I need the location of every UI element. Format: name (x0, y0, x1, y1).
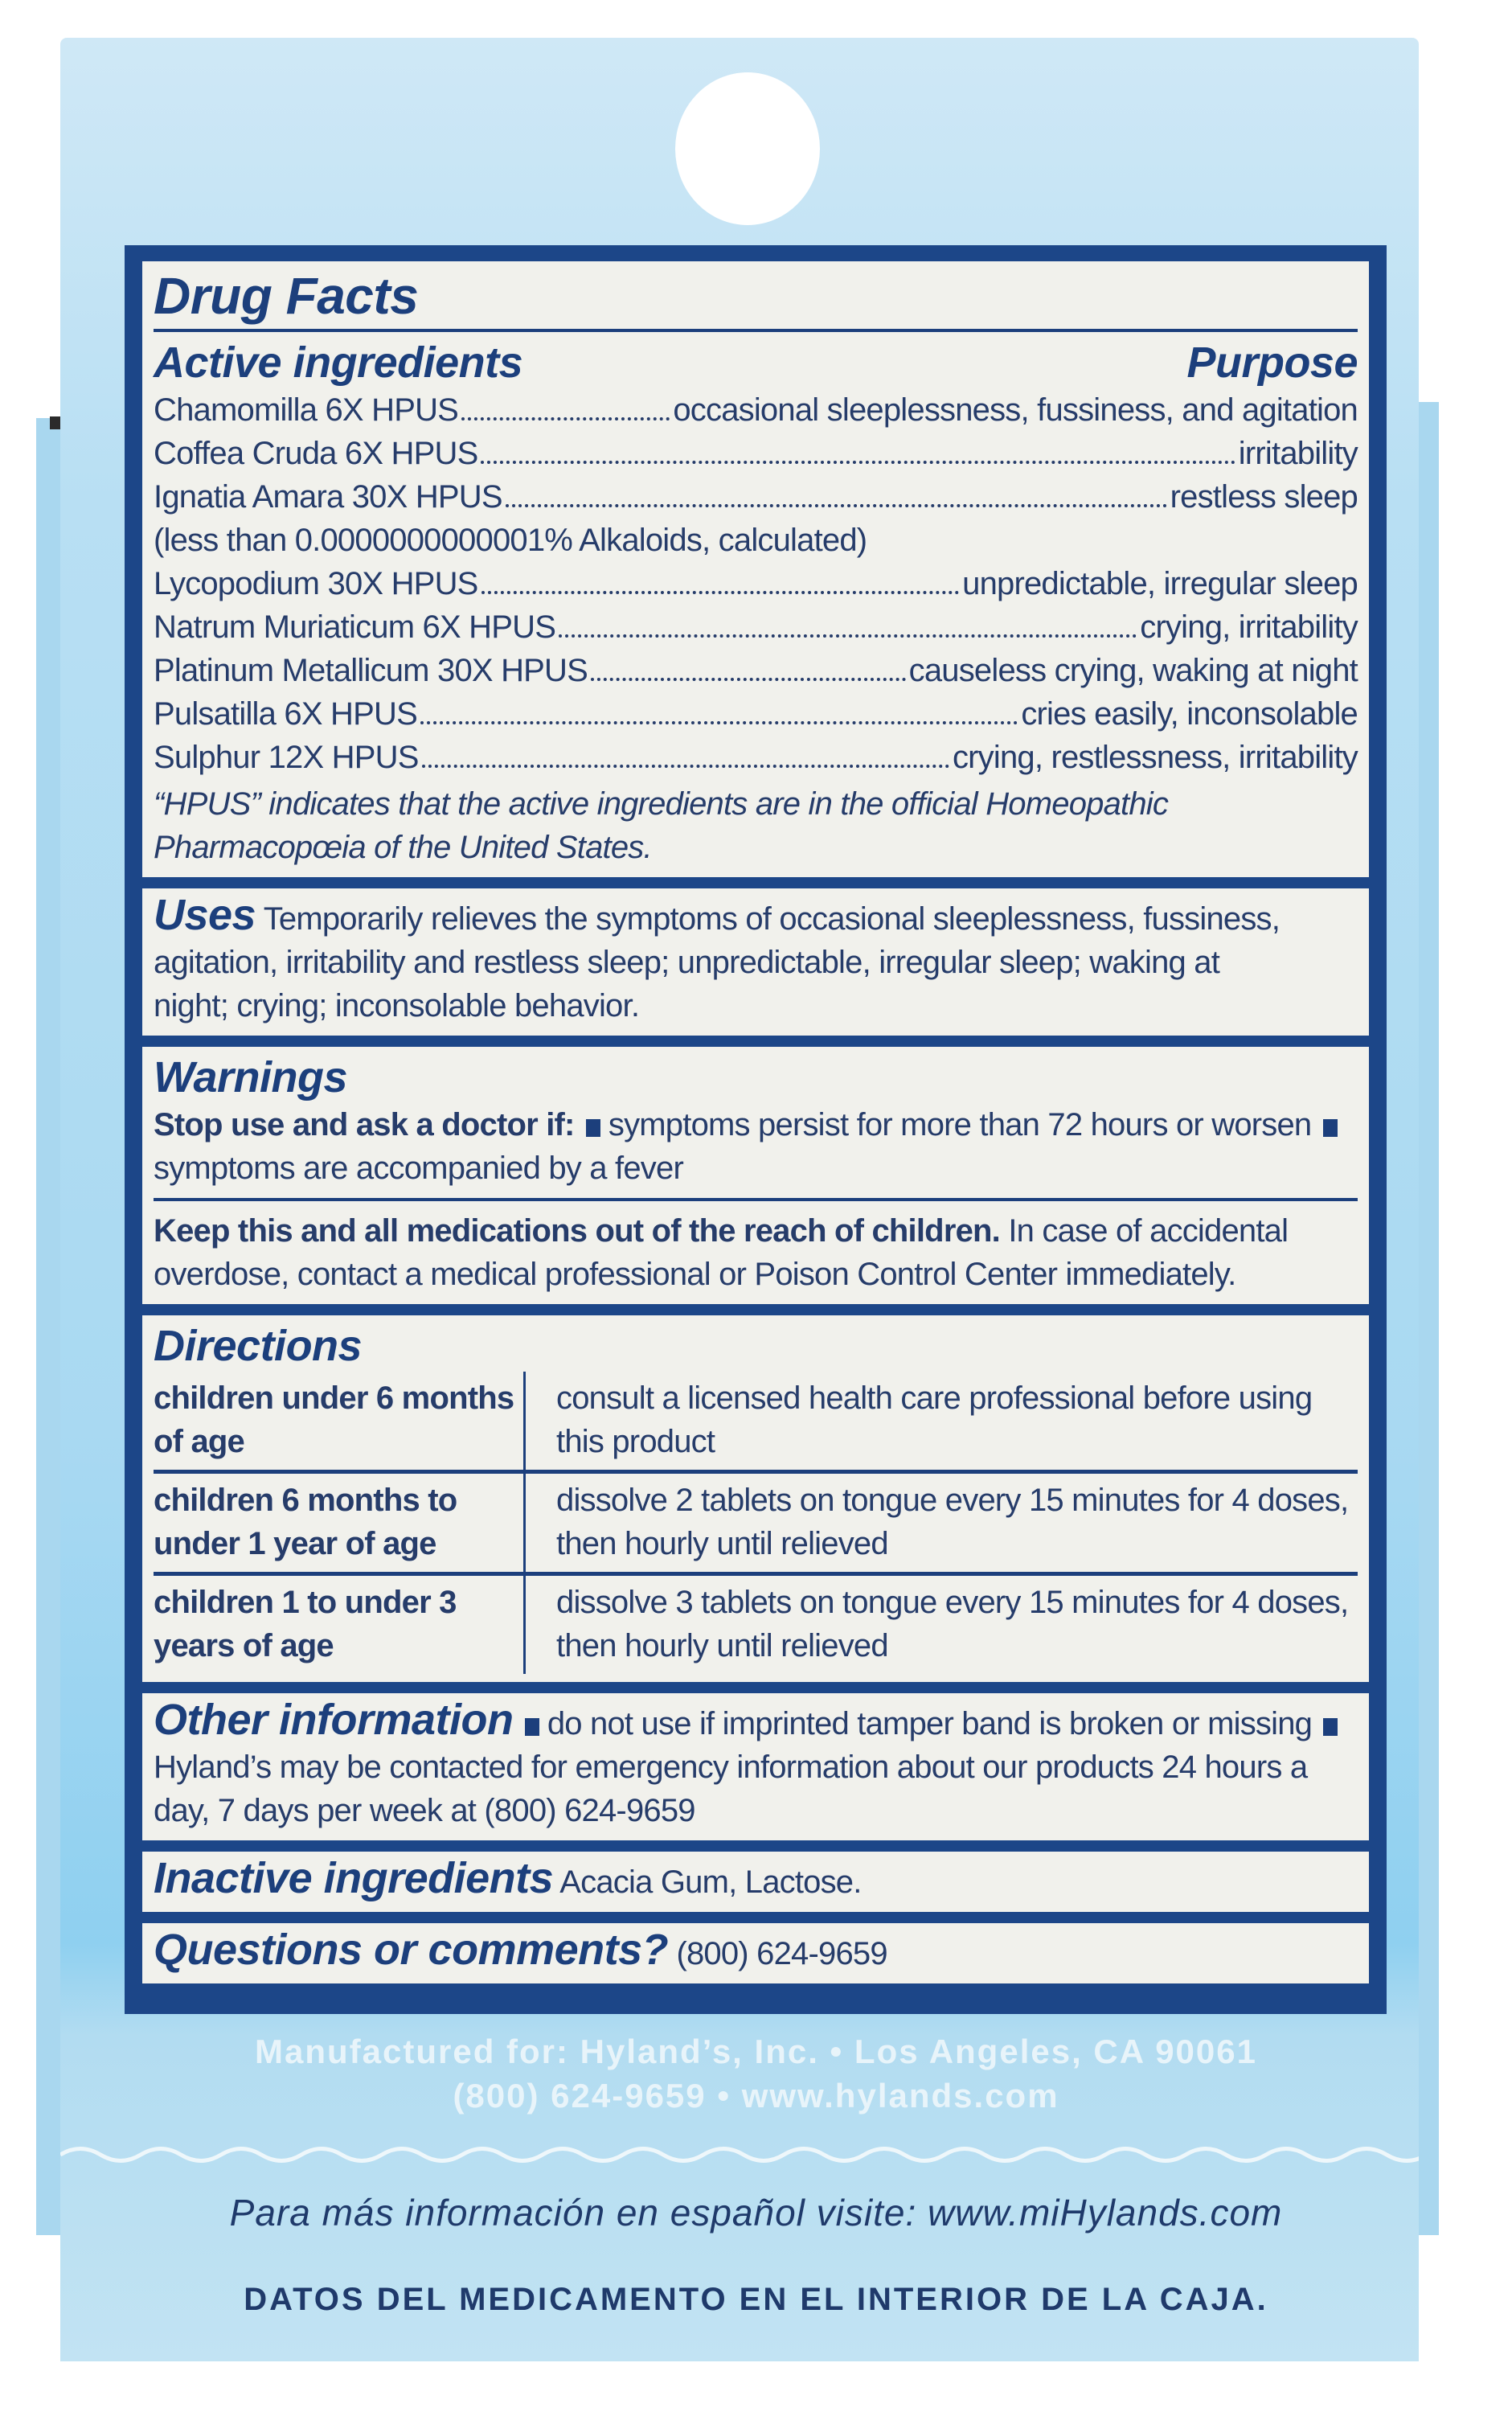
bullet-icon (586, 1119, 600, 1137)
ingredient-row (154, 475, 1358, 519)
directions-row (154, 1372, 1358, 1472)
hang-hole (675, 72, 820, 225)
questions-section (142, 1923, 1369, 1983)
title-divider (154, 329, 1358, 332)
warnings-section (142, 1047, 1369, 1304)
ingredient-name: Coffea Cruda 6X HPUS (154, 436, 478, 471)
bullet-icon (1323, 1718, 1338, 1736)
warnings-divider (154, 1198, 1358, 1201)
ingredient-purpose: crying, restlessness, irritability (952, 740, 1358, 775)
dot-leader (506, 504, 1167, 507)
dot-leader (420, 721, 1018, 724)
spanish-info-line: Para más información en español visite: www.miHylands.com (229, 2192, 1283, 2234)
stop-use-label: Stop use and ask a doctor if: (154, 1107, 575, 1142)
ingredient-row (154, 388, 1358, 432)
drug-facts-title: Drug Facts (154, 267, 419, 325)
other-info-item: do not use if imprinted tamper band is broken or missing (547, 1706, 1313, 1741)
bullet-icon (525, 1718, 539, 1736)
ingredient-row (154, 605, 1358, 649)
ingredient-row (154, 736, 1358, 779)
uses-text: Temporarily relieves the symptoms of occasional sleeplessness, fussiness, agitation, irritability and restless sleep; unpredictable, irregular sleep; waking at night; crying; inconsolable behavior. (154, 901, 1280, 1023)
alkaloid-note: (less than 0.0000000000001% Alkaloids, calculated) (154, 523, 867, 558)
ingredient-name: Pulsatilla 6X HPUS (154, 696, 417, 732)
inactive-ingredients-heading: Inactive ingredients (154, 1854, 554, 1902)
age-group: children 1 to under 3 years of age (154, 1574, 525, 1675)
ingredient-name: Chamomilla 6X HPUS (154, 392, 459, 428)
inactive-ingredients-section (142, 1852, 1369, 1912)
wave-divider (60, 2143, 1419, 2167)
manufacturer-contact-line: (800) 624-9659 • www.hylands.com (453, 2077, 1059, 2115)
directions-section (142, 1315, 1369, 1682)
manufacturer-line: Manufactured for: Hyland’s, Inc. • Los Angeles, CA 90061 (255, 2033, 1257, 2070)
ingredient-name: Natrum Muriaticum 6X HPUS (154, 609, 556, 645)
inactive-ingredients-text: Acacia Gum, Lactose. (559, 1864, 862, 1900)
ingredient-name: Lycopodium 30X HPUS (154, 566, 478, 601)
purpose-heading: Purpose (1186, 338, 1358, 387)
directions-heading: Directions (154, 1322, 363, 1370)
dosage-instruction: consult a licensed health care professional before using this product (525, 1372, 1358, 1472)
ingredient-name: Ignatia Amara 30X HPUS (154, 479, 502, 515)
other-info-item: Hyland’s may be contacted for emergency information about our products 24 hours a day, 7 days per week at (800) 624-9659 (154, 1750, 1308, 1828)
ingredient-purpose: unpredictable, irregular sleep (962, 566, 1358, 601)
questions-heading: Questions or comments? (154, 1926, 669, 1974)
ingredient-row (154, 692, 1358, 736)
keep-away-text: In case of accidental overdose, contact a medical professional or Poison Control Center immediately. (154, 1213, 1289, 1292)
ingredient-purpose: occasional sleeplessness, fussiness, and agitation (673, 392, 1358, 428)
ingredient-row (154, 562, 1358, 605)
uses-heading: Uses (154, 891, 256, 939)
dot-leader (461, 417, 670, 420)
ingredient-purpose: restless sleep (1170, 479, 1358, 515)
keep-away-bold: Keep this and all medications out of the reach of children. (154, 1213, 1000, 1249)
uses-section (142, 888, 1369, 1036)
questions-phone: (800) 624-9659 (676, 1936, 887, 1971)
ingredient-purpose: cries easily, inconsolable (1021, 696, 1358, 732)
stop-use-item: symptoms are accompanied by a fever (154, 1151, 683, 1186)
dosage-instruction: dissolve 2 tablets on tongue every 15 minutes for 4 doses, then hourly until relieved (525, 1472, 1358, 1574)
dot-leader (591, 678, 906, 681)
other-information-heading: Other information (154, 1696, 514, 1744)
other-information-section (142, 1693, 1369, 1840)
dosage-instruction: dissolve 3 tablets on tongue every 15 minutes for 4 doses, then hourly until relieved (525, 1574, 1358, 1675)
directions-row (154, 1574, 1358, 1675)
directions-row (154, 1472, 1358, 1574)
ingredient-purpose: crying, irritability (1140, 609, 1358, 645)
spanish-notice: DATOS DEL MEDICAMENTO EN EL INTERIOR DE LA CAJA. (244, 2282, 1268, 2317)
stop-use-item: symptoms persist for more than 72 hours or worsen (608, 1107, 1312, 1142)
ingredient-row (154, 432, 1358, 475)
warnings-heading: Warnings (154, 1053, 348, 1101)
age-group: children under 6 months of age (154, 1380, 514, 1459)
dot-leader (559, 634, 1137, 638)
ingredient-purpose: causeless crying, waking at night (908, 653, 1358, 688)
dot-leader (481, 461, 1235, 464)
active-ingredients-section (142, 261, 1369, 877)
ingredient-purpose: irritability (1238, 436, 1358, 471)
ingredient-row (154, 649, 1358, 692)
drug-facts-panel (125, 245, 1387, 2014)
active-ingredients-heading: Active ingredients (154, 338, 523, 387)
ingredient-name: Platinum Metallicum 30X HPUS (154, 653, 588, 688)
background (0, 2364, 1512, 2412)
dot-leader (422, 765, 949, 768)
age-group: children 6 months to under 1 year of age (154, 1472, 525, 1574)
dot-leader (481, 591, 960, 594)
hpus-note: “HPUS” indicates that the active ingredients are in the official Homeopathic Pharmacopœia of the United States. (154, 786, 1169, 865)
ingredient-name: Sulphur 12X HPUS (154, 740, 419, 775)
directions-table (154, 1372, 1358, 1674)
bullet-icon (1323, 1119, 1338, 1137)
